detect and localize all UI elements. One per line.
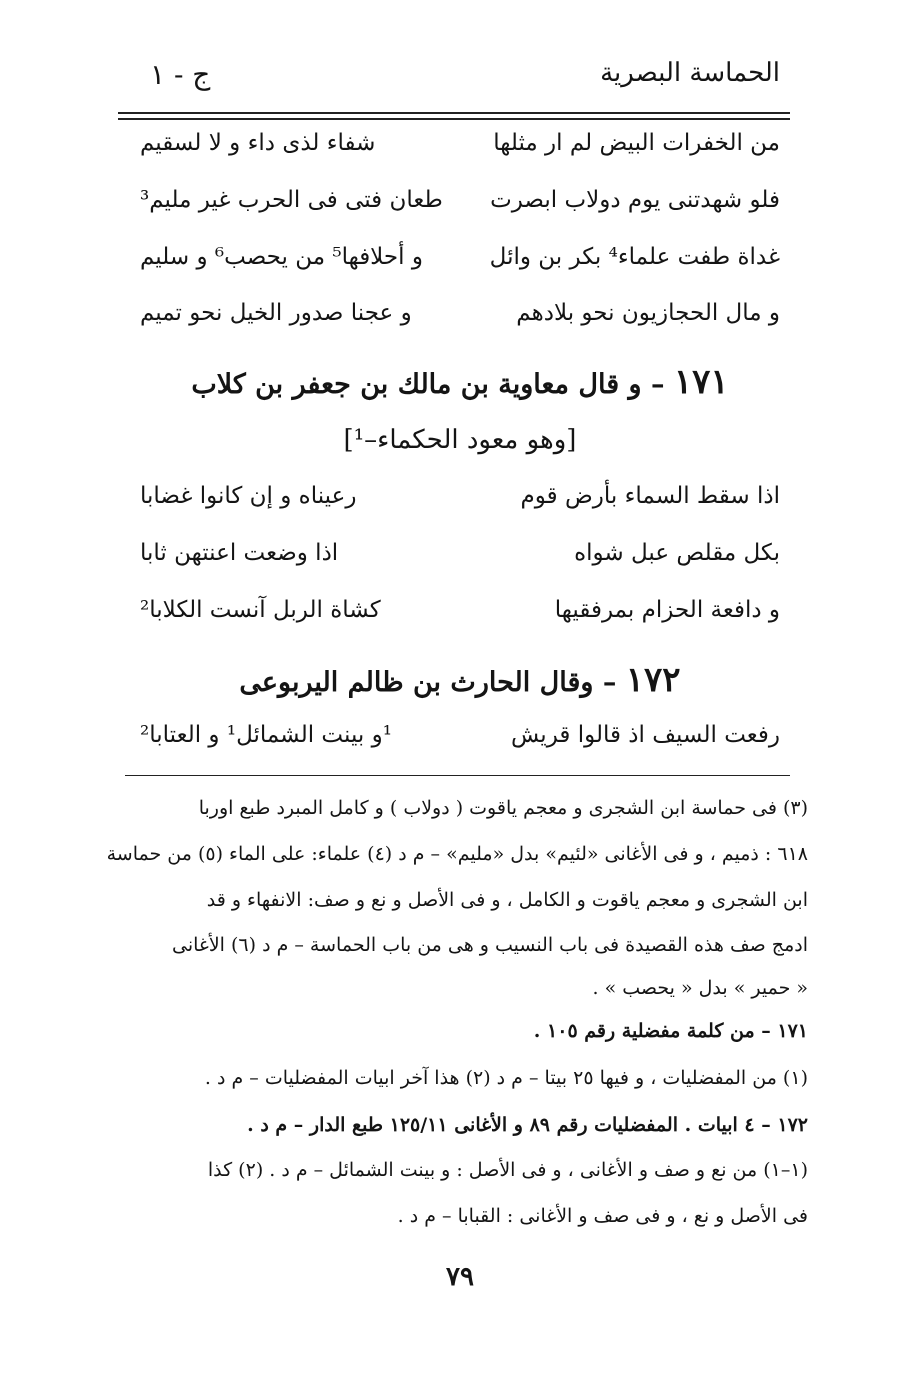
verse [140,300,780,344]
verse-second-hemistich: ¹و بينت الشمائل¹ و العتابا² [140,722,392,748]
verse-first-hemistich: رفعت السيف اذ قالوا قريش [510,722,780,748]
poem-number: ١٧١ [673,362,729,402]
verse-second-hemistich: و أحلافها⁵ من يحصب⁶ و سليم [140,244,423,270]
verse [140,244,780,288]
footnote-line: (٣) فى حماسة ابن الشجرى و معجم ياقوت ( دولاب ) و كامل المبرد طبع اوربا [198,797,808,819]
volume-label: ج - ١ [150,58,211,91]
header-rule-bottom [118,118,790,120]
verse-second-hemistich: كشاة الربل آنست الكلابا² [140,597,381,623]
verse-second-hemistich: اذا وضعت اعنتهن ثابا [140,540,339,566]
verse-second-hemistich: طعان فتى فى الحرب غير مليم³ [140,187,443,213]
verse [140,540,780,584]
verse-second-hemistich: شفاء لذى داء و لا لسقيم [140,130,376,156]
page-number: ٧٩ [446,1262,474,1292]
verse-first-hemistich: من الخفرات البيض لم ار مثلها [493,130,780,156]
footnote-line: (١–١) من نع و صف و الأغانى ، و فى الأصل : و بينت الشمائل – م د . (٢) كذا [207,1159,808,1181]
verse-second-hemistich: رعيناه و إن كانوا غضابا [140,483,357,509]
poem-title: – و قال معاوية بن مالك بن جعفر بن كلاب [191,369,665,400]
verse [140,187,780,231]
verse-first-hemistich: بكل مقلص عبل شواه [574,540,780,566]
verse [140,130,780,174]
header-rule-top [118,112,790,114]
verse-first-hemistich: غداة طفت علماء⁴ بكر بن وائل [489,244,780,270]
poem-number: ١٧٢ [625,660,681,700]
footnote-line: ٦١٨ : ذميم ، و فى الأغانى «لئيم» بدل «مليم» – م د (٤) علماء: على الماء (٥) من حماسة [106,843,808,865]
poem-subtitle: [وهو معود الحكماء–¹] [343,425,577,455]
verse [140,722,780,766]
footnote-line: (١) من المفضليات ، و فيها ٢٥ بيتا – م د (٢) هذا آخر ابيات المفضليات – م د . [204,1067,808,1089]
footnote-separator [125,775,790,776]
footnote-line: « حمير » بدل « يحصب » . [592,977,808,999]
verse-first-hemistich: فلو شهدتنى يوم دولاب ابصرت [490,187,780,213]
verse [140,483,780,527]
footnote-line: ١٧١ – من كلمة مفضلية رقم ١٠٥ . [533,1020,808,1042]
verse [140,597,780,641]
verse-second-hemistich: و عجنا صدور الخيل نحو تميم [140,300,412,326]
poem-heading-171 [120,362,800,402]
footnote-line: ابن الشجرى و معجم ياقوت و الكامل ، و فى الأصل و نع و صف: الانفهاء و قد [206,889,808,911]
verse-first-hemistich: و دافعة الحزام بمرفقيها [554,597,780,623]
running-title: الحماسة البصرية [600,58,780,88]
footnote-line: فى الأصل و نع ، و فى صف و الأغانى : القبابا – م د . [397,1205,808,1227]
verse-first-hemistich: اذا سقط السماء بأرض قوم [520,483,780,509]
verse-first-hemistich: و مال الحجازيون نحو بلادهم [516,300,780,326]
footnote-line: ادمج صف هذه القصيدة فى باب النسيب و هى من باب الحماسة – م د (٦) الأغانى [172,934,808,956]
poem-heading-172 [120,660,800,700]
poem-title: – وقال الحارث بن ظالم اليربوعى [239,667,617,698]
footnote-line: ١٧٢ – ٤ ابيات . المفضليات رقم ٨٩ و الأغانى ١٢٥/١١ طبع الدار – م د . [247,1114,808,1136]
